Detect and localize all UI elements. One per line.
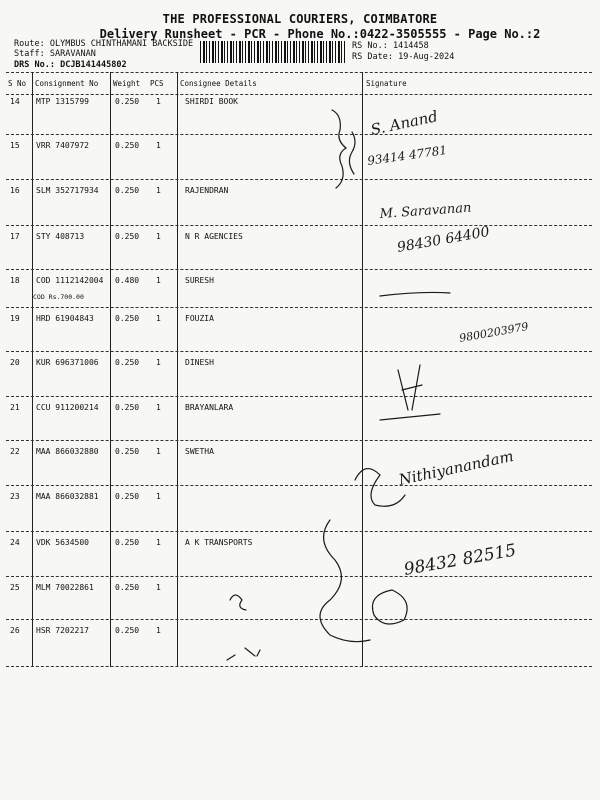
consignee-cell: RAJENDRAN (185, 186, 229, 195)
signature-phone-2: 98430 64400 (395, 223, 491, 256)
scribble-mark (320, 520, 370, 642)
pcs-cell: 1 (156, 141, 161, 150)
pcs-cell: 1 (156, 626, 161, 635)
sno-cell: 24 (10, 538, 20, 547)
scribble-mark (380, 414, 440, 420)
consignment-no-cell: COD 1112142004 (36, 276, 104, 285)
scribble-mark (227, 648, 260, 660)
pcs-cell: 1 (156, 538, 161, 547)
consignment-no-cell: CCU 911200214 (36, 403, 99, 412)
drs-value: DCJB141445802 (60, 60, 127, 70)
consignee-cell: SHIRDI BOOK (185, 97, 238, 106)
scribble-mark (398, 365, 422, 410)
consignment-no-cell: SLM 352717934 (36, 186, 99, 195)
consignment-no-cell: KUR 696371006 (36, 358, 99, 367)
circle-mark (372, 590, 407, 624)
consignee-cell: SWETHA (185, 447, 214, 456)
rs-no-value: 1414458 (392, 41, 429, 51)
weight-cell: 0.250 (115, 403, 140, 412)
sno-cell: 18 (10, 276, 20, 285)
rs-date-line: RS Date: 19-Aug-2024 (352, 52, 455, 62)
staff-line: Staff: SARAVANAN (14, 49, 96, 59)
sno-cell: 17 (10, 232, 20, 241)
consignment-no-cell: HSR 7202217 (36, 626, 89, 635)
consignment-no-cell: HRD 61904843 (36, 314, 94, 323)
pcs-cell: 1 (156, 492, 161, 501)
col-header-consignee: Consignee Details (180, 79, 257, 88)
consignee-cell: SURESH (185, 276, 214, 285)
route-value: OLYMBUS CHINTHAMANI BACKSIDE (49, 39, 194, 49)
pcs-cell: 1 (156, 232, 161, 241)
signature-anand: S. Anand (369, 107, 440, 139)
cod-note: COD Rs.700.00 (33, 293, 84, 301)
sno-cell: 25 (10, 583, 20, 592)
weight-cell: 0.250 (115, 626, 140, 635)
consignee-cell: FOUZIA (185, 314, 214, 323)
weight-cell: 0.250 (115, 447, 140, 456)
signature-phone-3: 9800203979 (458, 319, 530, 345)
weight-cell: 0.250 (115, 232, 140, 241)
weight-cell: 0.250 (115, 583, 140, 592)
col-header-pcs: PCS (150, 79, 164, 88)
runsheet-subtitle: Delivery Runsheet - PCR - Phone No.:0422-3505555 - Page No.:2 (99, 27, 541, 41)
weight-cell: 0.250 (115, 186, 140, 195)
weight-cell: 0.250 (115, 97, 140, 106)
weight-cell: 0.250 (115, 141, 140, 150)
consignment-no-cell: VDK 5634500 (36, 538, 89, 547)
company-title: THE PROFESSIONAL COURIERS, COIMBATORE (162, 12, 438, 26)
pcs-cell: 1 (156, 186, 161, 195)
consignee-cell: BRAYANLARA (185, 403, 234, 412)
rs-no-line: RS No.: 1414458 (352, 41, 429, 51)
scribble-mark (230, 595, 246, 610)
pcs-cell: 1 (156, 358, 161, 367)
consignment-no-cell: STY 408713 (36, 232, 85, 241)
route-line: Route: OLYMBUS CHINTHAMANI BACKSIDE (14, 39, 194, 49)
scribble-mark (349, 132, 355, 174)
rs-date-value: 19-Aug-2024 (398, 52, 455, 62)
col-header-weight: Weight (113, 79, 141, 88)
drs-line: DRS No.: DCJB141445802 (14, 60, 127, 70)
consignment-no-cell: MAA 866032881 (36, 492, 99, 501)
consignee-cell: N R AGENCIES (185, 232, 243, 241)
sno-cell: 22 (10, 447, 20, 456)
consignment-no-cell: MLM 70022861 (36, 583, 94, 592)
consignee-cell: A K TRANSPORTS (185, 538, 253, 547)
consignment-no-cell: MTP 1315799 (36, 97, 89, 106)
pcs-cell: 1 (156, 447, 161, 456)
staff-value: SARAVANAN (49, 49, 96, 59)
sno-cell: 21 (10, 403, 20, 412)
col-header-sno: S No (8, 79, 27, 88)
weight-cell: 0.250 (115, 358, 140, 367)
sno-cell: 26 (10, 626, 20, 635)
sno-cell: 23 (10, 492, 20, 501)
pcs-cell: 1 (156, 276, 161, 285)
col-header-consignment: Consignment No (35, 79, 99, 88)
pcs-cell: 1 (156, 583, 161, 592)
weight-cell: 0.250 (115, 492, 140, 501)
sno-cell: 20 (10, 358, 20, 367)
scribble-mark (380, 292, 450, 296)
weight-cell: 0.250 (115, 314, 140, 323)
signature-phone-1: 93414 47781 (366, 142, 448, 168)
pcs-cell: 1 (156, 314, 161, 323)
pcs-cell: 1 (156, 97, 161, 106)
consignment-no-cell: MAA 866032880 (36, 447, 99, 456)
pcs-cell: 1 (156, 403, 161, 412)
col-header-signature: Signature (366, 79, 407, 88)
signature-nithiyanandam: Nithiyanandam (397, 447, 516, 489)
sno-cell: 19 (10, 314, 20, 323)
consignee-cell: DINESH (185, 358, 214, 367)
weight-cell: 0.250 (115, 538, 140, 547)
signature-phone-4: 98432 82515 (402, 540, 518, 580)
weight-cell: 0.480 (115, 276, 140, 285)
sno-cell: 14 (10, 97, 20, 106)
consignment-no-cell: VRR 7407972 (36, 141, 89, 150)
sno-cell: 15 (10, 141, 20, 150)
sno-cell: 16 (10, 186, 20, 195)
brace-mark (332, 110, 346, 188)
signature-saravanan: M. Saravanan (379, 200, 472, 222)
